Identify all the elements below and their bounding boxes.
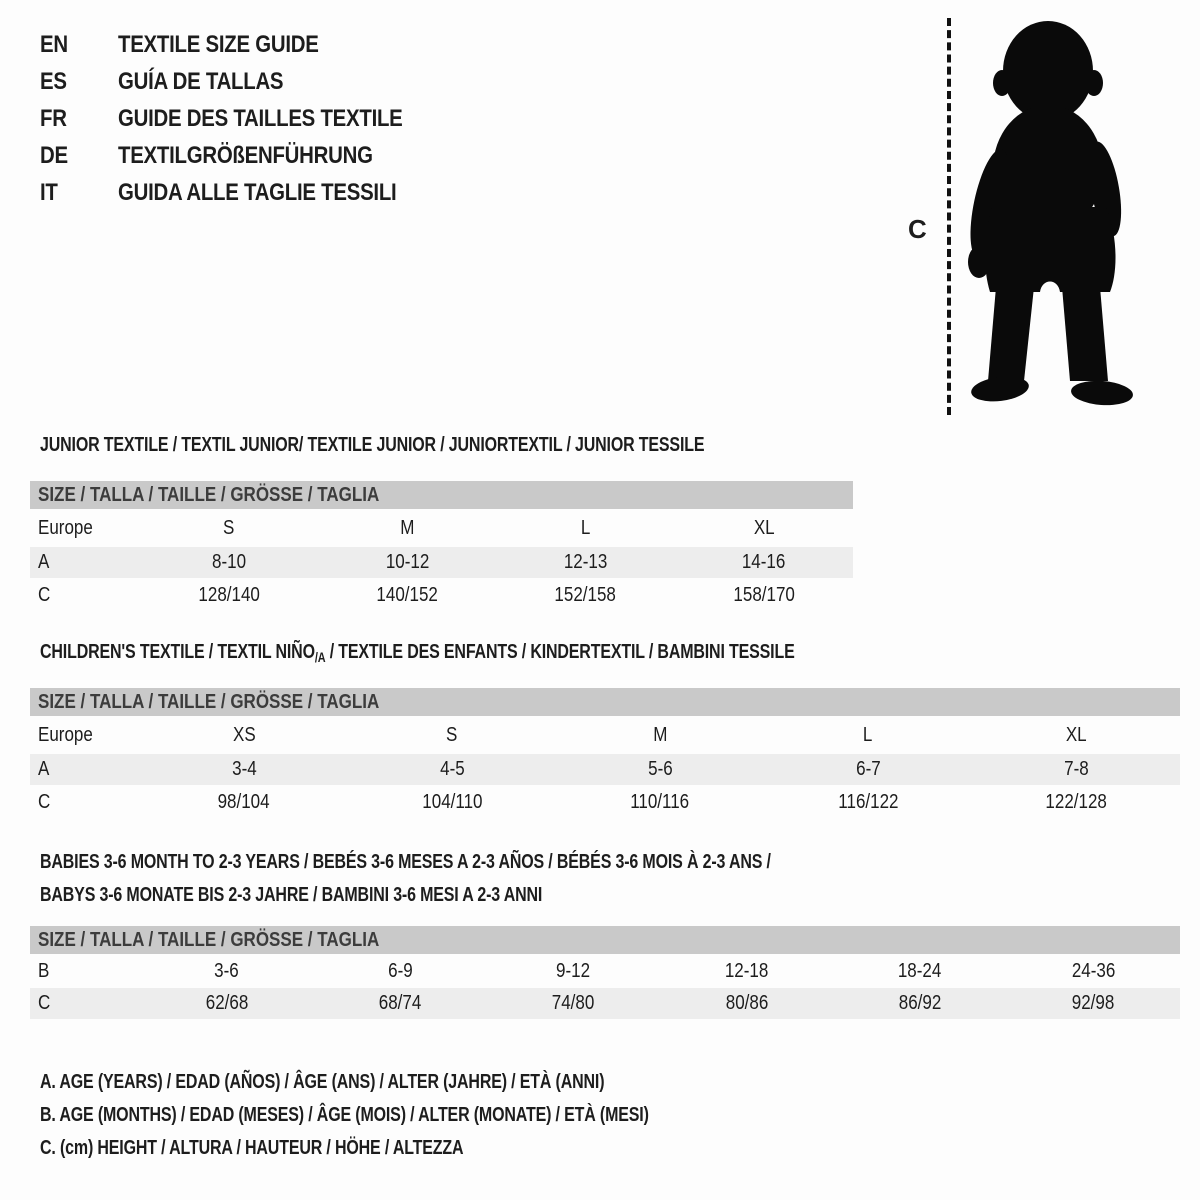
children-size-header-bar: SIZE / TALLA / TAILLE / GRÖSSE / TAGLIA <box>30 688 1180 716</box>
row-label: C <box>38 790 51 813</box>
cell: 24-36 <box>1071 959 1116 982</box>
table-row-height <box>30 988 1180 1019</box>
cell: 158/170 <box>733 583 795 606</box>
height-measure-label: C <box>908 214 927 244</box>
junior-table-header-row <box>30 509 853 547</box>
lang-row-es <box>40 63 453 100</box>
cell: 6-7 <box>855 758 881 780</box>
junior-section-title: JUNIOR TEXTILE / TEXTIL JUNIOR/ TEXTILE JUNIOR / JUNIORTEXTIL / JUNIOR TESSILE <box>40 434 705 456</box>
babies-title-line2: BABYS 3-6 MONATE BIS 2-3 JAHRE / BAMBINI 3-6 MESI A 2-3 ANNI <box>40 884 543 906</box>
region-column-header: Europe <box>38 723 93 746</box>
lang-row-it <box>40 174 453 211</box>
cell: 4-5 <box>439 758 465 780</box>
junior-size-header-bar: SIZE / TALLA / TAILLE / GRÖSSE / TAGLIA <box>30 481 853 509</box>
legend-line-b: B. AGE (MONTHS) / EDAD (MESES) / ÂGE (MOIS) / ALTER (MONATE) / ETÀ (MESI) <box>40 1104 649 1126</box>
cell: 110/116 <box>630 790 690 813</box>
size-column-header: M <box>400 516 415 539</box>
cell: 86/92 <box>898 992 942 1014</box>
babies-title-line1: BABIES 3-6 MONTH TO 2-3 YEARS / BEBÉS 3-6 MESES A 2-3 AÑOS / BÉBÉS 3-6 MOIS À 2-3 ANS / <box>40 851 771 873</box>
cell: 122/128 <box>1045 790 1107 813</box>
cell: 74/80 <box>552 992 595 1014</box>
table-row-height <box>30 578 853 612</box>
cell: 152/158 <box>554 583 617 606</box>
cell: 14-16 <box>742 551 786 573</box>
size-column-header: L <box>580 516 591 539</box>
cell: 6-9 <box>387 959 413 982</box>
row-label: A <box>38 758 50 780</box>
cell: 3-6 <box>214 959 239 982</box>
cell: 12-18 <box>724 959 769 982</box>
cell: 68/74 <box>378 992 422 1014</box>
cell: 62/68 <box>205 992 248 1014</box>
junior-size-table <box>30 481 853 612</box>
legend-line-a: A. AGE (YEARS) / EDAD (AÑOS) / ÂGE (ANS) / ALTER (JAHRE) / ETÀ (ANNI) <box>40 1071 605 1093</box>
cell: 18-24 <box>898 959 942 982</box>
cell: 140/152 <box>376 583 439 606</box>
lang-code: DE <box>40 141 68 169</box>
cell: 116/122 <box>837 790 899 813</box>
lang-label: TEXTILGRÖßENFÜHRUNG <box>118 141 373 169</box>
cell: 10-12 <box>385 551 430 573</box>
lang-label: GUIDA ALLE TAGLIE TESSILI <box>118 178 397 206</box>
cell: 8-10 <box>212 551 247 573</box>
children-section-title: CHILDREN'S TEXTILE / TEXTIL $NIÑO_{/A}$ / TEXTILE DES ENFANTS / KINDERTEXTIL / BAMBINI TESSILE <box>40 641 795 666</box>
cell: 12-13 <box>563 551 608 573</box>
lang-row-en <box>40 26 453 63</box>
cell: 104/110 <box>421 790 483 813</box>
cell: 7-8 <box>1063 758 1089 780</box>
region-column-header: Europe <box>38 516 93 539</box>
size-column-header: L <box>863 723 873 746</box>
legend-line-c: C. (cm) HEIGHT / ALTURA / HAUTEUR / HÖHE / ALTEZZA <box>40 1137 464 1159</box>
size-column-header: S <box>223 516 235 539</box>
lang-code: FR <box>40 104 67 132</box>
cell: 5-6 <box>647 758 673 780</box>
size-column-header: XS <box>232 723 256 746</box>
lang-code: ES <box>40 67 67 95</box>
lang-row-de <box>40 137 453 174</box>
cell: 80/86 <box>725 992 768 1014</box>
children-size-table <box>30 688 1180 819</box>
measurement-legend <box>40 1066 801 1165</box>
size-column-header: XL <box>753 516 775 539</box>
language-title-block <box>40 26 453 211</box>
babies-size-header-bar: SIZE / TALLA / TAILLE / GRÖSSE / TAGLIA <box>30 926 1180 954</box>
cell: 9-12 <box>556 959 591 982</box>
cell: 98/104 <box>217 790 270 813</box>
lang-label: GUIDE DES TAILLES TEXTILE <box>118 104 403 132</box>
row-label: B <box>38 959 50 982</box>
table-row-age <box>30 754 1180 785</box>
babies-section-title <box>40 846 954 912</box>
babies-size-table <box>30 926 1180 1019</box>
nino-a-subscript: /A <box>314 650 326 666</box>
children-table-header-row <box>30 716 1180 754</box>
lang-label: GUÍA DE TALLAS <box>118 67 284 95</box>
row-label: C <box>38 992 51 1014</box>
row-label: A <box>38 551 50 573</box>
cell: 92/98 <box>1072 992 1115 1014</box>
size-column-header: M <box>652 723 668 746</box>
cell: 3-4 <box>231 758 257 780</box>
table-row-age-months <box>30 954 1180 988</box>
lang-row-fr <box>40 100 453 137</box>
row-label: C <box>38 583 51 606</box>
size-column-header: S <box>446 723 458 746</box>
toddler-silhouette-icon <box>960 18 1140 425</box>
table-row-age <box>30 547 853 578</box>
lang-code: EN <box>40 30 68 58</box>
cell: 128/140 <box>198 583 260 606</box>
lang-code: IT <box>40 178 58 206</box>
size-column-header: XL <box>1065 723 1087 746</box>
table-row-height <box>30 785 1180 819</box>
height-measure-dashed-line <box>947 18 951 415</box>
lang-label: TEXTILE SIZE GUIDE <box>118 30 319 58</box>
